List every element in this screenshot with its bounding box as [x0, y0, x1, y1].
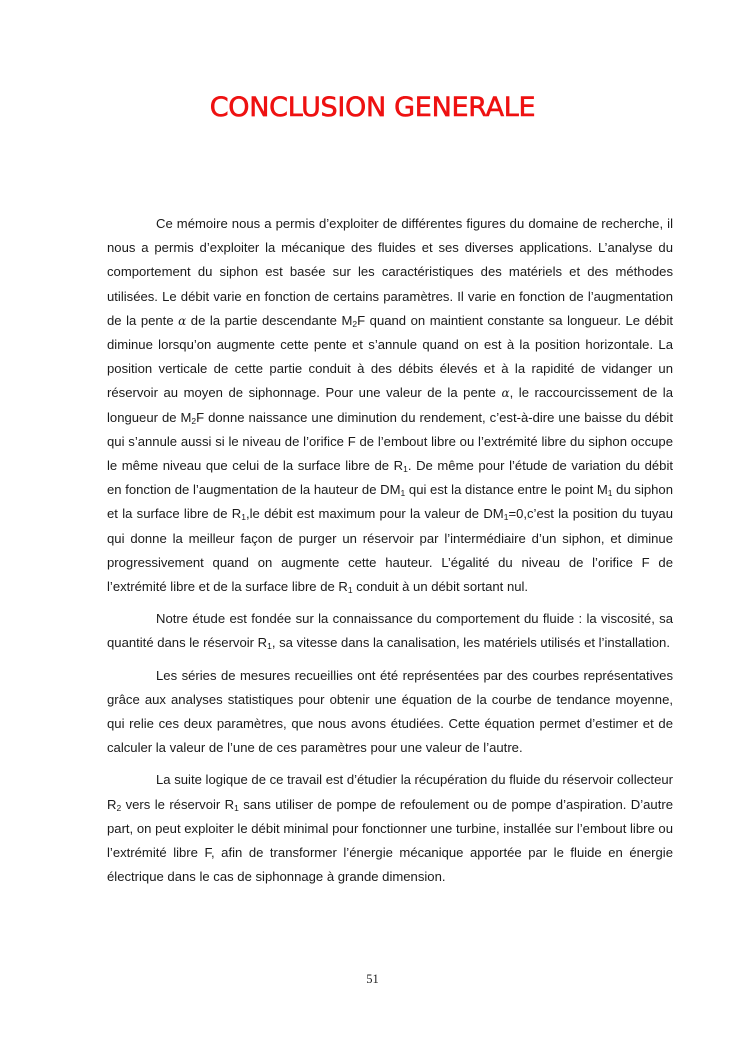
paragraph-2	[107, 607, 673, 655]
page-title: CONCLUSION GENERALE	[209, 92, 536, 123]
subscript: 1	[607, 488, 613, 499]
page-number: 51	[366, 972, 379, 986]
document-body	[107, 212, 673, 897]
subscript: 1	[403, 464, 408, 475]
paragraph-2-text: , sa vitesse dans la canalisation, les matériels utilisés et l’installation.	[271, 635, 670, 651]
alpha-symbol: α	[501, 386, 510, 401]
paragraph-1-text: du siphon et la surface libre de R	[107, 482, 673, 522]
paragraph-4-text: sans utiliser de pompe de refoulement ou de pompe d’aspiration. D’autre part, on peut exploiter le débit minimal pour fonctionner une turbine, installée sur l’embout libre ou l’extrémité libre F, afin de transformer l’énergie mécanique apportée par le fluide en énergie électrique dans le cas de siphonnage à grande dimension.	[107, 796, 673, 885]
paragraph-1-text: ,le débit est maximum pour la valeur de DM	[245, 506, 504, 522]
alpha-symbol: α	[178, 313, 187, 328]
subscript: 2	[116, 802, 122, 813]
paragraph-4-text: La suite logique de ce travail est d’étudier la récupération du fluide du réservoir collecteur R	[107, 772, 673, 812]
paragraph-2-text: Notre étude est fondée sur la connaissance du comportement du fluide : la viscosité, sa quantité dans le réservoir R	[107, 611, 673, 651]
paragraph-1-text: F quand on maintient constante sa longueur. Le débit diminue lorsqu’on augmente cette pente et s’annule quand on est à la position horizontale. La position verticale de cette partie conduit à des débits élevés et à la rapidité de vidanger un réservoir au moyen de siphonnage. Pour une valeur de la pente	[107, 312, 674, 401]
paragraph-1-text: de la partie descendante M	[186, 312, 353, 328]
subscript: 1	[400, 488, 406, 499]
paragraph-1-text: qui est la distance entre le point M	[405, 482, 608, 498]
paragraph-1-text: conduit à un débit sortant nul.	[352, 579, 529, 595]
paragraph-3: Les séries de mesures recueillies ont été représentées par des courbes représentatives grâce aux analyses statistiques pour obtenir une équation de la courbe de tendance moyenne, qui relie ces deux paramètres, que nous avons étudiées. Cette équation permet d’estimer et de calculer la valeur de l’une de ces paramètres pour une valeur de l’autre.	[107, 667, 673, 756]
subscript: 1	[347, 585, 353, 596]
paragraph-1-text: . De même pour l’étude de variation du débit en fonction de l’augmentation de la hauteur de DM	[107, 458, 674, 498]
paragraph-4-text: vers le réservoir R	[121, 796, 235, 812]
paragraph-1	[107, 212, 673, 599]
subscript: 1	[503, 512, 509, 523]
subscript: 1	[241, 512, 246, 523]
subscript: 1	[234, 802, 239, 813]
subscript: 2	[352, 318, 358, 329]
subscript: 2	[191, 415, 197, 426]
paragraph-1-text: , le raccourcissement de la longueur de M	[107, 385, 673, 425]
paragraph-1-text: =0,c’est la position du tuyau qui donne la meilleur façon de purger un réservoir par l’intermédiaire d’un siphon, et diminue progressivement quand on augmente cette hauteur. L’égalité du niveau de l’orifice F de l’extrémité libre et de la surface libre de R	[107, 506, 673, 595]
paragraph-1-text: F donne naissance une diminution du rendement, c’est-à-dire une baisse du débit qui s’annule aussi si le niveau de l’orifice F de l’embout libre ou l’extrémité libre du siphon occupe le même niveau que celui de la surface libre de R	[107, 409, 673, 474]
subscript: 1	[267, 641, 272, 652]
paragraph-1-text: Ce mémoire nous a permis d’exploiter de différentes figures du domaine de recherche, il nous a permis d’exploiter la mécanique des fluides et ses diverses applications. L’analyse du comportement du siphon est basée sur les caractéristiques des matériels et des méthodes utilisées. Le débit varie en fonction de certains paramètres. Il varie en fonction de l’augmentation de la pente	[107, 216, 673, 328]
paragraph-4	[107, 768, 673, 889]
